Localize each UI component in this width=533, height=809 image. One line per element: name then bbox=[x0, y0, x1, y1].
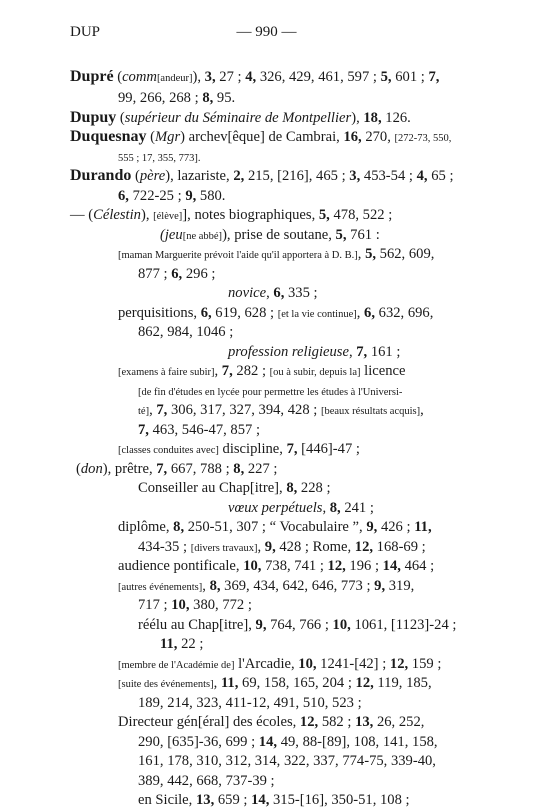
text-segment: Mgr bbox=[155, 129, 181, 145]
text-segment: 12, bbox=[354, 539, 374, 555]
text-segment: Directeur gén[éral] des écoles, bbox=[118, 714, 300, 730]
text-segment: , bbox=[357, 246, 366, 262]
text-segment: 9, bbox=[185, 188, 197, 204]
text-segment: novice bbox=[228, 285, 267, 301]
index-line bbox=[118, 245, 434, 265]
text-segment: 11, bbox=[414, 519, 432, 535]
text-segment: té] bbox=[138, 406, 150, 417]
text-segment: , bbox=[202, 578, 210, 594]
text-segment: 659 ; bbox=[214, 792, 252, 808]
text-segment: réélu au Chap[itre], bbox=[138, 617, 256, 633]
text-segment: [élève] bbox=[153, 211, 183, 222]
text-segment: 8, bbox=[233, 461, 245, 477]
text-segment: 478, 522 ; bbox=[329, 207, 393, 223]
index-line bbox=[118, 89, 235, 107]
text-segment: 12, bbox=[355, 675, 374, 691]
text-segment: ), bbox=[351, 110, 364, 126]
text-segment: 4, bbox=[416, 168, 428, 184]
text-segment: comm bbox=[122, 69, 157, 85]
text-segment: licence bbox=[360, 363, 406, 379]
text-segment: 14, bbox=[251, 792, 270, 808]
text-segment: 10, bbox=[171, 597, 190, 613]
index-line bbox=[118, 148, 201, 168]
index-line bbox=[118, 440, 360, 460]
text-segment: ], notes biographiques, bbox=[182, 207, 319, 223]
text-segment: supérieur du Séminaire de Montpellier bbox=[124, 110, 352, 126]
text-segment: 290, [635]-36, 699 ; bbox=[138, 734, 259, 750]
text-segment: 13, bbox=[355, 714, 374, 730]
text-segment: 434-35 ; bbox=[138, 539, 191, 555]
text-segment: ), prise de soutane, bbox=[222, 227, 336, 243]
text-segment: [andeur] bbox=[156, 73, 193, 84]
text-segment: 326, 429, 461, 597 ; bbox=[256, 69, 381, 85]
index-line bbox=[228, 343, 400, 361]
text-segment: 9, bbox=[366, 519, 378, 535]
text-segment: 14, bbox=[258, 734, 278, 750]
text-segment: 12, bbox=[327, 558, 346, 574]
text-segment: [et la vie continue] bbox=[277, 309, 357, 320]
text-segment: 1241-[42] ; bbox=[316, 656, 390, 672]
text-segment: 453-54 ; bbox=[360, 168, 417, 184]
text-segment: 601 ; bbox=[391, 69, 429, 85]
text-segment: 5, bbox=[380, 69, 392, 85]
index-line bbox=[118, 577, 414, 597]
text-segment: 168-69 ; bbox=[373, 539, 426, 555]
text-segment: [divers travaux] bbox=[190, 543, 258, 554]
text-segment: 738, 741 ; bbox=[261, 558, 328, 574]
text-segment: 7, bbox=[138, 422, 149, 438]
text-segment: [maman Marguerite prévoit l'aide qu'il apportera à D. B.] bbox=[118, 250, 358, 261]
index-line bbox=[138, 694, 362, 712]
text-segment: Célestin bbox=[93, 207, 141, 223]
text-segment: 306, 317, 327, 394, 428 ; bbox=[167, 402, 321, 418]
text-segment: 7, bbox=[428, 69, 440, 85]
text-segment: Dupuy bbox=[70, 109, 117, 126]
text-segment: 7, bbox=[356, 344, 368, 360]
text-segment: , bbox=[348, 344, 357, 360]
text-segment: 6, bbox=[364, 305, 375, 321]
text-segment: 8, bbox=[173, 519, 185, 535]
text-segment: ( bbox=[131, 168, 140, 184]
text-segment: 161 ; bbox=[367, 344, 401, 360]
text-segment: Dupré bbox=[70, 68, 114, 85]
text-segment: [de fin d'études en lycée pour permettre les études à l'Universi- bbox=[138, 387, 403, 398]
text-segment: [suite des événements] bbox=[118, 679, 214, 690]
text-segment: 1061, [1123]-24 ; bbox=[350, 617, 457, 633]
text-segment: 428 ; Rome, bbox=[275, 539, 355, 555]
text-segment: 11, bbox=[160, 636, 178, 652]
index-line bbox=[138, 752, 436, 770]
text-segment: 7, bbox=[156, 461, 168, 477]
index-line bbox=[118, 713, 424, 731]
text-segment: 6, bbox=[273, 285, 285, 301]
text-segment: ), prêtre, bbox=[102, 461, 157, 477]
text-segment: 4, bbox=[245, 69, 257, 85]
text-segment: 18, bbox=[363, 110, 382, 126]
text-segment: 49, 88-[89], 108, 141, 158, bbox=[277, 734, 438, 750]
index-line bbox=[138, 421, 260, 439]
text-segment: 26, 252, bbox=[373, 714, 425, 730]
index-line bbox=[118, 655, 441, 675]
index-line bbox=[118, 362, 405, 382]
index-line bbox=[138, 479, 331, 497]
index-line bbox=[70, 167, 454, 185]
text-segment: 7, bbox=[286, 441, 298, 457]
text-segment: Conseiller au Chap[itre], bbox=[138, 480, 287, 496]
text-segment: 5, bbox=[318, 207, 330, 223]
text-segment: 380, 772 ; bbox=[189, 597, 252, 613]
text-segment: 5, bbox=[365, 246, 377, 262]
index-line bbox=[76, 460, 277, 478]
text-segment: 632, 696, bbox=[375, 305, 434, 321]
text-segment: 241 ; bbox=[340, 500, 374, 516]
index-line bbox=[138, 596, 252, 614]
text-segment: ), bbox=[192, 69, 205, 85]
text-segment: [examens à faire subir] bbox=[118, 367, 215, 378]
text-segment: [ou à subir, depuis la] bbox=[269, 367, 361, 378]
running-head: DUP bbox=[70, 24, 101, 40]
text-segment: 580. bbox=[196, 188, 226, 204]
index-line bbox=[70, 109, 411, 127]
text-segment: 463, 546-47, 857 ; bbox=[148, 422, 261, 438]
text-segment: — ( bbox=[70, 207, 94, 223]
text-segment: [classes conduites avec] bbox=[118, 445, 219, 456]
text-segment: en Sicile, bbox=[138, 792, 196, 808]
index-line bbox=[118, 557, 434, 575]
text-segment: , bbox=[322, 500, 330, 516]
text-segment: 562, 609, bbox=[376, 246, 435, 262]
text-segment: 315-[16], 350-51, 108 ; bbox=[269, 792, 410, 808]
text-segment: 862, 984, 1046 ; bbox=[138, 324, 234, 340]
text-segment: 8, bbox=[329, 500, 341, 516]
text-segment: [272-73, 550, bbox=[394, 133, 452, 144]
text-segment: 555 ; 17, 355, 773]. bbox=[118, 153, 201, 164]
index-line bbox=[228, 284, 318, 302]
text-segment: 717 ; bbox=[138, 597, 172, 613]
text-segment: ( bbox=[76, 461, 81, 477]
text-segment: 12, bbox=[299, 714, 319, 730]
text-segment: 3, bbox=[349, 168, 361, 184]
text-segment: l'Arcadie, bbox=[234, 656, 299, 672]
index-line bbox=[138, 538, 426, 558]
text-segment: 6, bbox=[118, 188, 129, 204]
text-segment: 227 ; bbox=[244, 461, 278, 477]
text-segment: 189, 214, 323, 411-12, 491, 510, 523 ; bbox=[138, 695, 362, 711]
text-segment: 369, 434, 642, 646, 773 ; bbox=[220, 578, 375, 594]
text-segment: 22 ; bbox=[177, 636, 204, 652]
index-line bbox=[118, 304, 433, 324]
index-line bbox=[70, 206, 392, 226]
text-segment: 389, 442, 668, 737-39 ; bbox=[138, 773, 275, 789]
text-segment: 99, 266, 268 ; bbox=[118, 90, 203, 106]
index-line bbox=[138, 791, 410, 809]
text-segment: 877 ; bbox=[138, 266, 172, 282]
text-segment: 161, 178, 310, 312, 314, 322, 337, 774-75, 339-40, bbox=[138, 753, 436, 769]
index-line bbox=[160, 226, 380, 246]
index-line bbox=[70, 68, 439, 88]
text-segment: 13, bbox=[195, 792, 215, 808]
text-segment: 65 ; bbox=[427, 168, 454, 184]
text-segment: 5, bbox=[335, 227, 347, 243]
page-number: — 990 — bbox=[236, 24, 297, 40]
text-segment: [ne abbé] bbox=[182, 231, 223, 242]
text-segment: 426 ; bbox=[377, 519, 415, 535]
text-segment: ) archev[êque] de Cambrai, bbox=[180, 129, 344, 145]
text-segment: ( bbox=[116, 110, 125, 126]
text-segment: [beaux résultats acquis] bbox=[320, 406, 421, 417]
text-segment: 8, bbox=[209, 578, 221, 594]
text-segment: 667, 788 ; bbox=[167, 461, 234, 477]
text-segment: ( bbox=[146, 129, 155, 145]
text-segment: 8, bbox=[286, 480, 298, 496]
text-segment: perquisitions, bbox=[118, 305, 201, 321]
text-segment: , bbox=[420, 402, 424, 418]
index-line bbox=[138, 616, 456, 634]
text-segment: 14, bbox=[382, 558, 401, 574]
text-segment: 296 ; bbox=[182, 266, 216, 282]
text-segment: 215, [216], 465 ; bbox=[244, 168, 350, 184]
text-segment: 16, bbox=[343, 129, 362, 145]
text-segment: 8, bbox=[202, 90, 214, 106]
text-segment: 335 ; bbox=[284, 285, 318, 301]
text-segment: Durando bbox=[70, 167, 132, 184]
text-segment: ), bbox=[140, 207, 154, 223]
text-segment: 764, 766 ; bbox=[266, 617, 333, 633]
text-segment: 582 ; bbox=[318, 714, 356, 730]
text-segment: 722-25 ; bbox=[128, 188, 186, 204]
index-line bbox=[138, 401, 424, 421]
text-segment: diplôme, bbox=[118, 519, 174, 535]
text-segment: 12, bbox=[389, 656, 409, 672]
text-segment: 159 ; bbox=[408, 656, 442, 672]
text-segment: 11, bbox=[220, 675, 239, 691]
text-segment: 282 ; bbox=[232, 363, 270, 379]
text-segment: 69, 158, 165, 204 ; bbox=[238, 675, 356, 691]
text-segment: 10, bbox=[332, 617, 351, 633]
text-segment: audience pontificale, bbox=[118, 558, 244, 574]
text-segment: 228 ; bbox=[297, 480, 331, 496]
index-line bbox=[118, 674, 432, 694]
text-segment: 319, bbox=[385, 578, 415, 594]
index-line bbox=[138, 733, 438, 751]
text-segment: , bbox=[213, 675, 221, 691]
text-segment: 619, 628 ; bbox=[211, 305, 278, 321]
text-segment: 9, bbox=[255, 617, 267, 633]
text-segment: profession religieuse bbox=[228, 344, 349, 360]
text-segment: 9, bbox=[264, 539, 276, 555]
text-segment: [autres événements] bbox=[118, 582, 203, 593]
text-segment: 10, bbox=[298, 656, 317, 672]
index-line bbox=[138, 382, 402, 402]
text-segment: 27 ; bbox=[215, 69, 246, 85]
text-segment: (jeu bbox=[160, 227, 183, 243]
text-segment: 464 ; bbox=[400, 558, 435, 574]
text-segment: 761 : bbox=[346, 227, 380, 243]
index-line bbox=[160, 635, 203, 653]
index-line bbox=[228, 499, 374, 517]
text-segment: 6, bbox=[200, 305, 212, 321]
text-segment: 250-51, 307 ; “ Vocabulaire ”, bbox=[184, 519, 367, 535]
text-segment: père bbox=[139, 168, 166, 184]
text-segment: 196 ; bbox=[345, 558, 383, 574]
page-header bbox=[70, 24, 463, 44]
text-segment: discipline, bbox=[218, 441, 287, 457]
text-segment: 6, bbox=[171, 266, 183, 282]
text-segment: ( bbox=[113, 69, 123, 85]
index-line bbox=[138, 265, 215, 283]
index-line bbox=[138, 323, 233, 341]
text-segment: 95. bbox=[213, 90, 236, 106]
text-segment: vœux perpétuels bbox=[228, 500, 323, 516]
index-line bbox=[70, 128, 451, 148]
text-segment: , bbox=[149, 402, 157, 418]
text-segment: [446]-47 ; bbox=[297, 441, 360, 457]
text-segment: 119, 185, bbox=[373, 675, 432, 691]
text-segment: don bbox=[80, 461, 103, 477]
index-line bbox=[138, 772, 275, 790]
index-line bbox=[118, 518, 432, 536]
text-segment: , bbox=[266, 285, 274, 301]
text-segment: 10, bbox=[243, 558, 262, 574]
text-segment: , bbox=[214, 363, 222, 379]
text-segment: Duquesnay bbox=[70, 128, 147, 145]
text-segment: 2, bbox=[233, 168, 245, 184]
text-segment: ), lazariste, bbox=[165, 168, 234, 184]
text-segment: 270, bbox=[361, 129, 395, 145]
text-segment: 9, bbox=[374, 578, 386, 594]
text-segment: 7, bbox=[221, 363, 233, 379]
text-segment: , bbox=[257, 539, 265, 555]
text-segment: 3, bbox=[204, 69, 216, 85]
index-line bbox=[118, 187, 225, 205]
text-segment: , bbox=[356, 305, 365, 321]
text-segment: 7, bbox=[156, 402, 168, 418]
text-segment: 126. bbox=[381, 110, 411, 126]
text-segment: [membre de l'Académie de] bbox=[118, 660, 235, 671]
